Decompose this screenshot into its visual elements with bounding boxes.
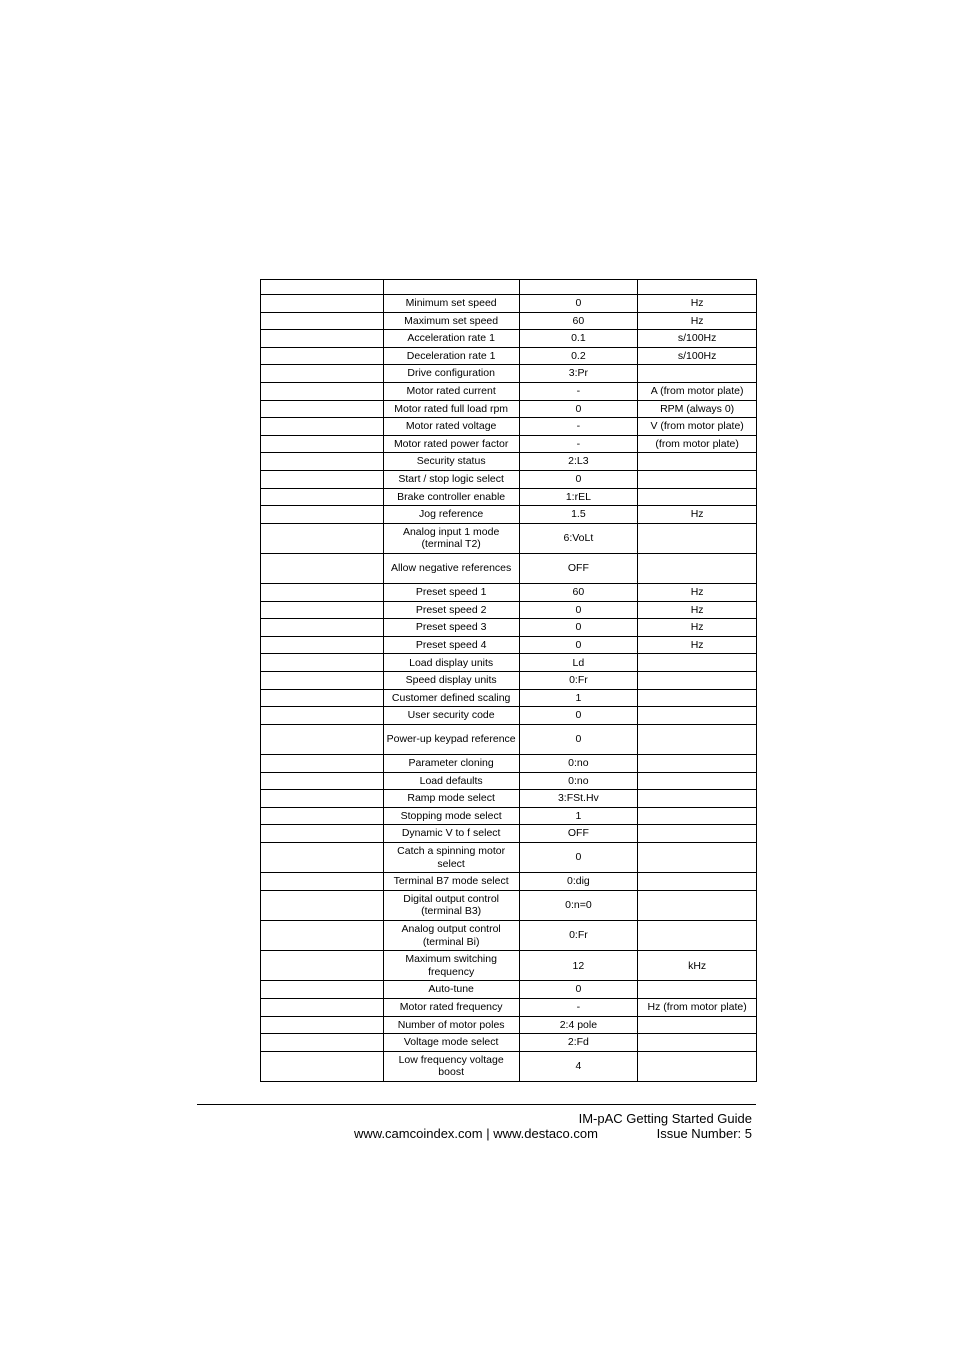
- parameter-name-cell: Preset speed 4: [383, 636, 519, 654]
- footer-guide-title: IM-pAC Getting Started Guide: [578, 1111, 752, 1126]
- parameter-units-cell: [638, 453, 757, 471]
- table-row: [261, 330, 757, 348]
- parameter-units-cell: Hz: [638, 312, 757, 330]
- parameter-units-cell: [638, 365, 757, 383]
- parameter-units-cell: [638, 890, 757, 920]
- parameter-default-cell: 0:no: [519, 755, 638, 773]
- parameter-number-cell: [261, 601, 384, 619]
- parameter-units-cell: [638, 470, 757, 488]
- parameter-number-cell: [261, 672, 384, 690]
- parameter-units-cell: [638, 920, 757, 950]
- table-row: [261, 382, 757, 400]
- parameter-number-cell: [261, 807, 384, 825]
- footer-issue-number: Issue Number: 5: [656, 1126, 752, 1141]
- parameter-default-cell: 0.2: [519, 347, 638, 365]
- parameter-number-cell: [261, 707, 384, 725]
- parameter-number-cell: [261, 1034, 384, 1052]
- parameter-name-cell: Jog reference: [383, 506, 519, 524]
- table-row: [261, 1051, 757, 1081]
- parameter-units-cell: Hz (from motor plate): [638, 998, 757, 1016]
- parameter-name-cell: Load defaults: [383, 772, 519, 790]
- table-row: [261, 807, 757, 825]
- parameter-name-cell: Ramp mode select: [383, 790, 519, 808]
- parameter-name-cell: Motor rated voltage: [383, 418, 519, 436]
- parameter-number-cell: [261, 418, 384, 436]
- parameter-number-cell: [261, 689, 384, 707]
- parameter-number-cell: [261, 654, 384, 672]
- parameter-number-cell: [261, 724, 384, 754]
- parameter-default-cell: 2:4 pole: [519, 1016, 638, 1034]
- header-cell: [383, 280, 519, 295]
- parameter-name-cell: Maximum set speed: [383, 312, 519, 330]
- header-cell: [519, 280, 638, 295]
- parameter-name-cell: Start / stop logic select: [383, 470, 519, 488]
- header-cell: [638, 280, 757, 295]
- parameter-number-cell: [261, 843, 384, 873]
- table-row: [261, 689, 757, 707]
- parameter-units-cell: Hz: [638, 636, 757, 654]
- parameter-number-cell: [261, 523, 384, 553]
- parameter-default-cell: 1.5: [519, 506, 638, 524]
- parameter-default-cell: -: [519, 435, 638, 453]
- table-row: [261, 672, 757, 690]
- parameter-name-cell: Brake controller enable: [383, 488, 519, 506]
- parameter-units-cell: [638, 488, 757, 506]
- parameter-name-cell: Terminal B7 mode select: [383, 873, 519, 891]
- parameter-units-cell: (from motor plate): [638, 435, 757, 453]
- parameter-default-cell: 0: [519, 295, 638, 313]
- parameter-name-cell: Number of motor poles: [383, 1016, 519, 1034]
- parameter-name-cell: Maximum switching frequency: [383, 951, 519, 981]
- parameter-default-cell: 3:FSt.Hv: [519, 790, 638, 808]
- table-body: [261, 295, 757, 1082]
- header-cell: [261, 280, 384, 295]
- parameter-number-cell: [261, 825, 384, 843]
- table-row: [261, 488, 757, 506]
- parameter-default-cell: 2:Fd: [519, 1034, 638, 1052]
- parameter-number-cell: [261, 347, 384, 365]
- parameter-units-cell: [638, 523, 757, 553]
- table-row: [261, 400, 757, 418]
- parameter-default-cell: 0.1: [519, 330, 638, 348]
- parameter-default-cell: 1:rEL: [519, 488, 638, 506]
- parameter-default-cell: 0: [519, 470, 638, 488]
- parameter-name-cell: Minimum set speed: [383, 295, 519, 313]
- parameter-number-cell: [261, 365, 384, 383]
- parameter-name-cell: Analog input 1 mode (terminal T2): [383, 523, 519, 553]
- parameter-default-cell: 1: [519, 807, 638, 825]
- parameter-units-cell: A (from motor plate): [638, 382, 757, 400]
- parameter-name-cell: Auto-tune: [383, 981, 519, 999]
- table-row: [261, 1034, 757, 1052]
- parameter-name-cell: Analog output control (terminal Bi): [383, 920, 519, 950]
- parameter-number-cell: [261, 873, 384, 891]
- parameter-default-cell: 0: [519, 707, 638, 725]
- table-row: [261, 435, 757, 453]
- table-row: [261, 873, 757, 891]
- table-row: [261, 998, 757, 1016]
- parameter-default-cell: 0: [519, 619, 638, 637]
- parameter-number-cell: [261, 920, 384, 950]
- parameter-units-cell: [638, 825, 757, 843]
- parameter-name-cell: Motor rated full load rpm: [383, 400, 519, 418]
- parameter-default-cell: -: [519, 418, 638, 436]
- parameter-units-cell: Hz: [638, 601, 757, 619]
- parameter-name-cell: Speed display units: [383, 672, 519, 690]
- parameter-default-cell: 0:n=0: [519, 890, 638, 920]
- parameter-units-cell: [638, 1034, 757, 1052]
- parameter-units-cell: [638, 1016, 757, 1034]
- parameter-units-cell: s/100Hz: [638, 330, 757, 348]
- parameter-name-cell: Preset speed 1: [383, 584, 519, 602]
- parameter-number-cell: [261, 506, 384, 524]
- parameter-name-cell: Deceleration rate 1: [383, 347, 519, 365]
- parameter-number-cell: [261, 435, 384, 453]
- parameter-name-cell: Preset speed 2: [383, 601, 519, 619]
- parameter-default-cell: 12: [519, 951, 638, 981]
- parameter-units-cell: [638, 981, 757, 999]
- table-header-row: [261, 280, 757, 295]
- parameter-name-cell: Voltage mode select: [383, 1034, 519, 1052]
- parameter-default-cell: 0:Fr: [519, 672, 638, 690]
- parameter-default-cell: OFF: [519, 553, 638, 583]
- parameter-number-cell: [261, 1051, 384, 1081]
- table-row: [261, 843, 757, 873]
- parameter-name-cell: Preset speed 3: [383, 619, 519, 637]
- parameter-default-cell: 0:dig: [519, 873, 638, 891]
- parameter-number-cell: [261, 890, 384, 920]
- parameter-name-cell: Power-up keypad reference: [383, 724, 519, 754]
- parameter-number-cell: [261, 453, 384, 471]
- parameter-default-cell: 0: [519, 601, 638, 619]
- table-row: [261, 707, 757, 725]
- parameter-units-cell: [638, 672, 757, 690]
- parameter-name-cell: Motor rated frequency: [383, 998, 519, 1016]
- parameter-units-cell: [638, 707, 757, 725]
- parameter-name-cell: Digital output control (terminal B3): [383, 890, 519, 920]
- parameter-default-cell: 0: [519, 843, 638, 873]
- parameter-name-cell: Motor rated power factor: [383, 435, 519, 453]
- parameter-default-cell: 3:Pr: [519, 365, 638, 383]
- parameter-default-cell: 0: [519, 981, 638, 999]
- footer-website-links: www.camcoindex.com | www.destaco.com: [354, 1126, 598, 1141]
- parameter-default-cell: 2:L3: [519, 453, 638, 471]
- table-row: [261, 920, 757, 950]
- parameter-number-cell: [261, 772, 384, 790]
- parameter-name-cell: Stopping mode select: [383, 807, 519, 825]
- parameter-default-cell: 60: [519, 312, 638, 330]
- parameter-units-cell: kHz: [638, 951, 757, 981]
- parameter-name-cell: Customer defined scaling: [383, 689, 519, 707]
- parameter-default-cell: 0: [519, 636, 638, 654]
- parameter-name-cell: Low frequency voltage boost: [383, 1051, 519, 1081]
- parameter-units-cell: [638, 873, 757, 891]
- parameter-units-cell: V (from motor plate): [638, 418, 757, 436]
- parameter-number-cell: [261, 636, 384, 654]
- table-row: [261, 790, 757, 808]
- parameter-units-cell: Hz: [638, 506, 757, 524]
- parameter-number-cell: [261, 951, 384, 981]
- parameter-units-cell: s/100Hz: [638, 347, 757, 365]
- parameter-name-cell: Dynamic V to f select: [383, 825, 519, 843]
- parameter-number-cell: [261, 553, 384, 583]
- table-row: [261, 772, 757, 790]
- table-row: [261, 1016, 757, 1034]
- table-row: [261, 619, 757, 637]
- parameter-default-cell: 1: [519, 689, 638, 707]
- table-row: [261, 654, 757, 672]
- table-row: [261, 453, 757, 471]
- parameter-name-cell: Allow negative references: [383, 553, 519, 583]
- parameter-table: [260, 279, 757, 1082]
- parameter-units-cell: RPM (always 0): [638, 400, 757, 418]
- table-row: [261, 825, 757, 843]
- parameter-number-cell: [261, 488, 384, 506]
- parameter-default-cell: -: [519, 382, 638, 400]
- table-row: [261, 470, 757, 488]
- parameter-default-cell: 6:VoLt: [519, 523, 638, 553]
- table-row: [261, 755, 757, 773]
- table-row: [261, 951, 757, 981]
- parameter-name-cell: Acceleration rate 1: [383, 330, 519, 348]
- parameter-units-cell: [638, 772, 757, 790]
- parameter-number-cell: [261, 470, 384, 488]
- parameter-number-cell: [261, 998, 384, 1016]
- parameter-default-cell: 4: [519, 1051, 638, 1081]
- parameter-name-cell: Parameter cloning: [383, 755, 519, 773]
- table-row: [261, 295, 757, 313]
- parameter-default-cell: 0:no: [519, 772, 638, 790]
- table-row: [261, 981, 757, 999]
- parameter-number-cell: [261, 295, 384, 313]
- table-row: [261, 724, 757, 754]
- parameter-number-cell: [261, 981, 384, 999]
- parameter-units-cell: [638, 689, 757, 707]
- table-row: [261, 506, 757, 524]
- table-row: [261, 418, 757, 436]
- parameter-default-cell: 60: [519, 584, 638, 602]
- parameter-number-cell: [261, 382, 384, 400]
- footer-rule: [197, 1104, 756, 1105]
- table-row: [261, 312, 757, 330]
- parameter-number-cell: [261, 1016, 384, 1034]
- parameter-units-cell: [638, 843, 757, 873]
- table-row: [261, 636, 757, 654]
- parameter-units-cell: [638, 654, 757, 672]
- parameter-number-cell: [261, 330, 384, 348]
- parameter-units-cell: [638, 553, 757, 583]
- parameter-name-cell: Load display units: [383, 654, 519, 672]
- parameter-units-cell: [638, 724, 757, 754]
- parameter-name-cell: Motor rated current: [383, 382, 519, 400]
- parameter-name-cell: Catch a spinning motor select: [383, 843, 519, 873]
- parameter-default-cell: 0: [519, 400, 638, 418]
- parameter-units-cell: Hz: [638, 295, 757, 313]
- parameter-default-cell: -: [519, 998, 638, 1016]
- parameter-number-cell: [261, 755, 384, 773]
- parameter-default-cell: Ld: [519, 654, 638, 672]
- table-row: [261, 523, 757, 553]
- parameter-default-cell: OFF: [519, 825, 638, 843]
- table-row: [261, 890, 757, 920]
- parameter-number-cell: [261, 790, 384, 808]
- table-row: [261, 553, 757, 583]
- table-row: [261, 347, 757, 365]
- table-row: [261, 601, 757, 619]
- parameter-name-cell: Drive configuration: [383, 365, 519, 383]
- parameter-units-cell: [638, 1051, 757, 1081]
- parameter-units-cell: Hz: [638, 584, 757, 602]
- table-row: [261, 365, 757, 383]
- parameter-number-cell: [261, 619, 384, 637]
- parameter-default-cell: 0:Fr: [519, 920, 638, 950]
- table-row: [261, 584, 757, 602]
- parameter-default-cell: 0: [519, 724, 638, 754]
- parameter-units-cell: Hz: [638, 619, 757, 637]
- parameter-units-cell: [638, 790, 757, 808]
- parameter-number-cell: [261, 400, 384, 418]
- parameter-units-cell: [638, 807, 757, 825]
- parameter-name-cell: User security code: [383, 707, 519, 725]
- parameter-name-cell: Security status: [383, 453, 519, 471]
- parameter-units-cell: [638, 755, 757, 773]
- parameter-number-cell: [261, 312, 384, 330]
- parameter-number-cell: [261, 584, 384, 602]
